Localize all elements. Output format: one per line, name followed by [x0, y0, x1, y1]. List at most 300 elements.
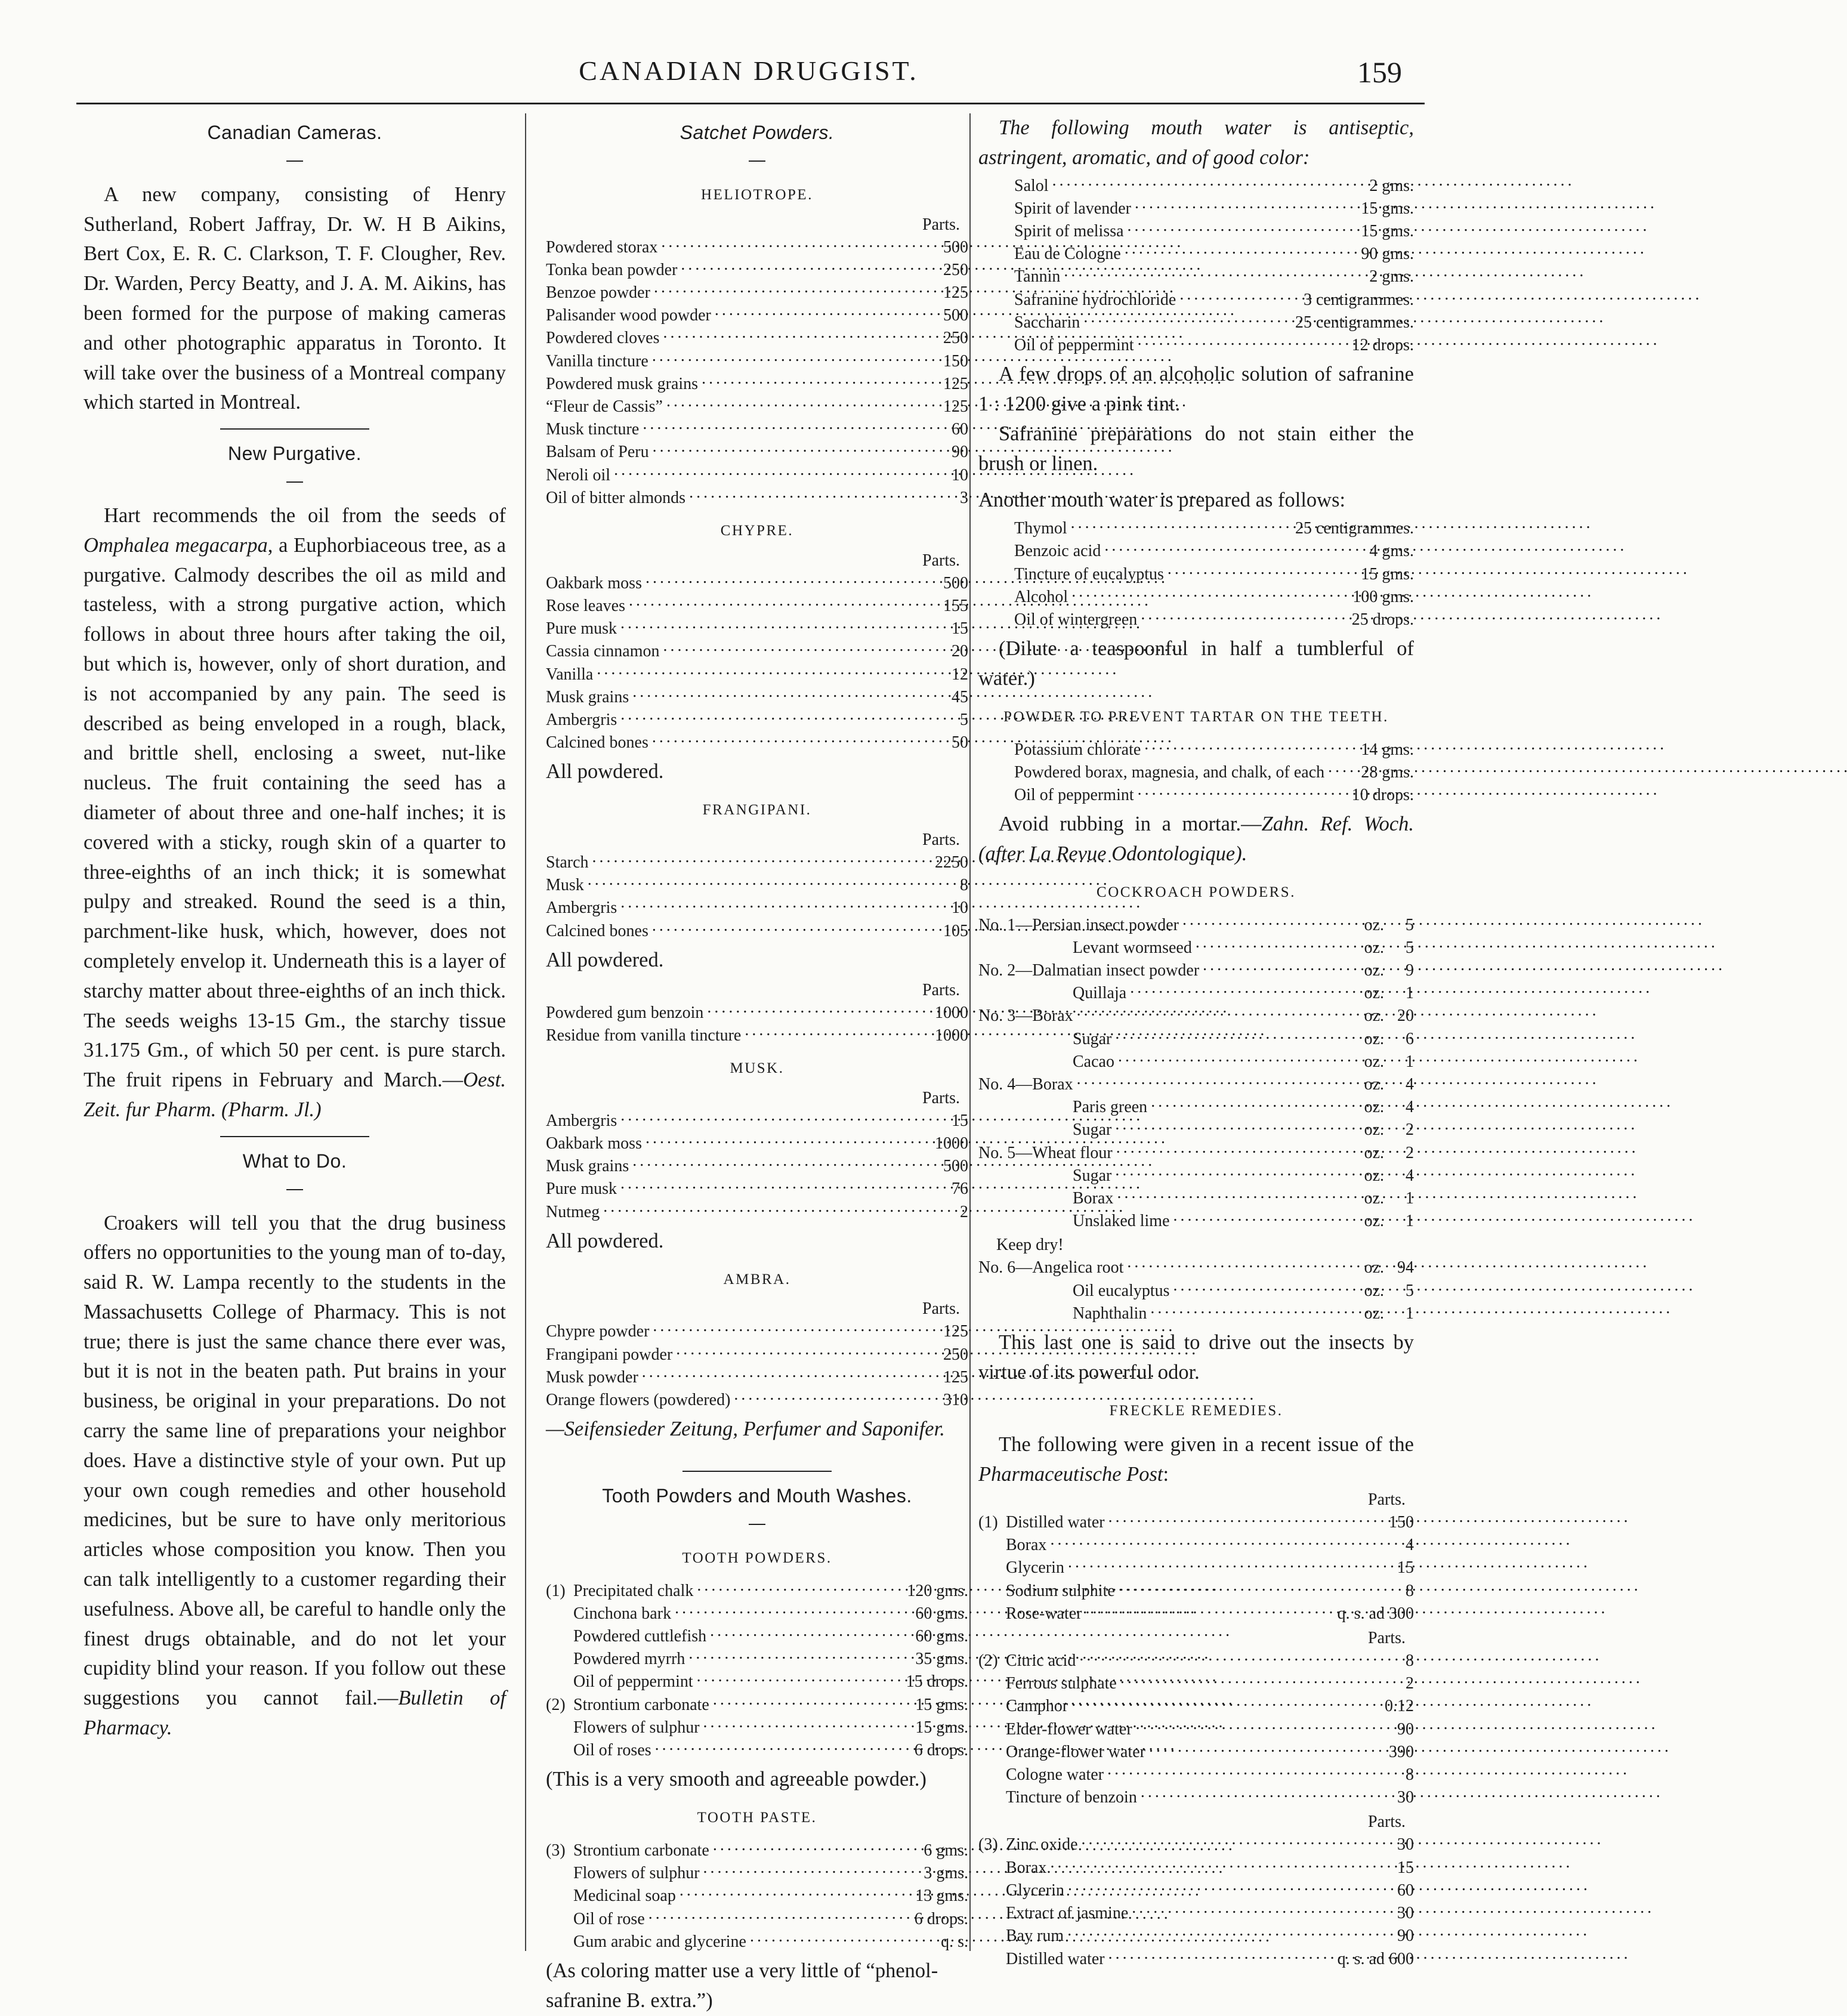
ingredient-name: Distilled water — [1006, 1949, 1105, 1968]
ingredient-name: Zinc oxide — [1006, 1835, 1078, 1854]
recipe-row — [978, 980, 1414, 1003]
ingredient-quantity: 94 — [1397, 1258, 1414, 1277]
ingredient-name: Residue from vanilla tincture — [546, 1026, 742, 1045]
dot-leader — [1082, 1832, 1394, 1850]
ingredient-quantity: 15 gms. — [915, 1718, 968, 1737]
dot-leader — [614, 462, 948, 480]
ingredient-name: Flowers of sulphur — [573, 1718, 700, 1737]
dot-leader — [1328, 760, 1357, 777]
item-number: (3) — [978, 1835, 998, 1854]
tartar-note — [978, 810, 1414, 869]
ingredient-quantity: 15 — [1397, 1858, 1414, 1877]
recipe-row — [978, 1049, 1414, 1072]
ingredient-quantity: 310 — [943, 1391, 968, 1410]
ingredient-name: Powdered cloves — [546, 329, 660, 348]
ingredient-name: Eau de Cologne — [1014, 245, 1121, 264]
section-rule — [546, 1462, 968, 1477]
ingredient-quantity: 8 — [1406, 1651, 1414, 1671]
ingredient-name: Spirit of lavender — [1014, 199, 1131, 218]
dot-leader — [713, 1838, 920, 1856]
dot-leader — [588, 872, 956, 890]
recipe-row — [978, 1601, 1414, 1623]
ingredient-quantity: 150 — [943, 351, 968, 371]
ingredient-quantity: 500 — [943, 1157, 968, 1176]
dot-leader — [1067, 1923, 1394, 1941]
dot-leader — [1079, 1648, 1402, 1666]
recipe-row — [978, 1555, 1414, 1577]
title-dash — [546, 1515, 968, 1530]
dot-leader — [1135, 196, 1357, 214]
dot-leader — [1141, 607, 1348, 625]
ingredient-unit: oz. — [1364, 1007, 1384, 1026]
ingredient-quantity: 2 gms. — [1369, 267, 1414, 286]
dot-leader — [654, 280, 940, 298]
ingredient-name: Paris green — [1073, 1098, 1148, 1117]
dot-leader — [1167, 561, 1357, 579]
recipe-row — [978, 1762, 1414, 1785]
ingredient-quantity: 1 — [1406, 1304, 1414, 1323]
recipe-row — [546, 1883, 968, 1906]
recipe-cockroach — [978, 912, 1414, 1231]
dot-leader — [1083, 310, 1292, 328]
recipe-row — [1014, 196, 1414, 218]
recipe-tooth-paste — [546, 1838, 968, 1952]
ingredient-name: Borax — [1032, 1007, 1073, 1026]
header-rule — [76, 103, 1425, 104]
ingredient-name: Benzoe powder — [546, 283, 650, 302]
ingredient-unit: oz. — [1364, 915, 1384, 934]
recipe-note: (As coloring matter use a very little of “phenol-safranine B. extra.”) — [546, 1959, 938, 2012]
ingredient-name: Persian insect powder — [1032, 915, 1179, 934]
recipe-title-frangipani: FRANGIPANI. — [702, 802, 812, 819]
recipe-row — [978, 1117, 1414, 1140]
ingredient-quantity: 1000 — [935, 1026, 968, 1045]
recipe-row — [546, 394, 968, 416]
ingredient-quantity: 2 — [960, 1202, 968, 1221]
recipe-row — [546, 1199, 968, 1222]
recipe-row — [978, 958, 1414, 980]
recipe-row — [546, 1929, 968, 1952]
ingredient-name: Cassia cinnamon — [546, 642, 660, 661]
ingredient-quantity: 14 gms. — [1361, 740, 1414, 759]
ingredient-quantity: 10 — [952, 899, 968, 918]
recipe-title-tooth-powders: TOOTH POWDERS. — [682, 1549, 832, 1566]
recipe-row — [978, 912, 1414, 935]
ingredient-quantity: 250 — [943, 260, 968, 279]
ingredient-quantity: 15 — [1397, 1558, 1414, 1577]
ingredient-quantity: 1000 — [935, 1003, 968, 1022]
ingredient-quantity: 6 drops. — [914, 1909, 968, 1928]
dot-leader — [1115, 1163, 1360, 1181]
recipe-row — [546, 485, 968, 508]
recipe-row — [546, 234, 968, 257]
recipe-row — [546, 662, 968, 684]
ingredient-quantity: 500 — [943, 306, 968, 325]
ingredient-quantity: 30 — [1397, 1788, 1414, 1807]
dot-leader — [710, 1623, 912, 1641]
recipe-row — [978, 1301, 1414, 1323]
ingredient-name: Tannin — [1014, 267, 1061, 286]
recipe-freckle-1 — [978, 1509, 1414, 1623]
dot-leader — [1138, 332, 1348, 350]
article-title-purgative: New Purgative. — [228, 443, 362, 465]
recipe-row — [978, 1923, 1414, 1946]
source-citation: Pharmaceutische Post — [978, 1463, 1163, 1486]
freckle-intro — [978, 1430, 1414, 1490]
ingredient-name: Strontium carbonate — [573, 1841, 709, 1860]
ingredient-quantity: 76 — [952, 1180, 968, 1199]
ingredient-name: Rose-water — [1006, 1604, 1082, 1623]
recipe-row — [546, 1669, 968, 1691]
recipe-row — [546, 850, 968, 872]
recipe-row — [978, 1072, 1414, 1094]
ingredient-name: Oil of roses — [573, 1741, 651, 1760]
ingredient-name: Citric acid — [1006, 1651, 1076, 1671]
ingredient-name: Levant wormseed — [1073, 938, 1192, 957]
recipe-row — [546, 1153, 968, 1176]
recipe-row — [546, 570, 968, 593]
recipe-row — [1014, 782, 1414, 805]
ingredient-quantity: 15 gms. — [1361, 564, 1414, 584]
recipe-row — [546, 257, 968, 280]
ingredient-quantity: 3 — [960, 488, 968, 507]
ingredient-quantity: 5 — [1406, 1281, 1414, 1300]
recipe-row — [546, 684, 968, 707]
recipe-row — [546, 895, 968, 918]
recipe-row — [546, 1737, 968, 1760]
ingredient-quantity: 1000 — [935, 1134, 968, 1153]
recipe-heliotrope — [546, 234, 968, 508]
mouth-water-2-note: (Dilute a teaspoonful in half a tumblerful of water.) — [978, 637, 1414, 690]
dot-leader — [1173, 1208, 1361, 1226]
ingredient-quantity: 1 — [1406, 984, 1414, 1003]
ingredient-quantity: q. s. — [941, 1932, 968, 1951]
recipe-row — [1014, 310, 1414, 332]
dot-leader — [652, 348, 940, 366]
recipe-row — [546, 1364, 968, 1387]
dot-leader — [750, 1929, 937, 1947]
recipe-row — [546, 1131, 968, 1153]
ingredient-name: Tincture of benzoin — [1006, 1788, 1137, 1807]
ingredient-quantity: 15 — [952, 619, 968, 638]
recipe-row — [546, 348, 968, 371]
parts-label: Parts. — [922, 1088, 960, 1107]
dot-leader — [653, 439, 948, 457]
recipe-freckle-2 — [978, 1648, 1414, 1807]
dot-leader — [620, 616, 948, 634]
body-text: Croakers will tell you that the drug business offers no opportunities to the young man of to-day, said R. W. Lampa recently to the students in the Massachusetts College of Pharmacy. This is not true; there is just the same chance there ever was, but it is not in the beaten path. Put brains in your business, be original in your preparations. Do not carry the same line of preparations your neighbor does. Have a distinctive style of your own. Put up your own cough remedies and other household medicines, but be sure to have only meritorious articles whose composition you know. Then you can talk intelligently to a customer regarding their usefulness. Above all, be careful to handle only the finest drugs obtainable, and do not let your cupidity blind your reason. If you follow out these suggestions you cannot fail.— — [84, 1211, 506, 1710]
cockroach-note: This last one is said to drive out the insects by virtue of its powerful odor. — [978, 1331, 1414, 1384]
dot-leader — [645, 1131, 931, 1149]
dot-leader — [1128, 218, 1358, 236]
recipe-row — [978, 1578, 1414, 1601]
ingredient-name: Orange-flower water — [1006, 1742, 1145, 1761]
dot-leader — [1179, 287, 1300, 305]
body-text: : — [1163, 1463, 1169, 1486]
title-dash — [84, 152, 506, 167]
dot-leader — [661, 234, 940, 252]
ingredient-name: Saccharin — [1014, 313, 1080, 332]
recipe-row — [1014, 760, 1414, 782]
source-citation: —Seifensieder Zeitung, Perfumer and Saponifer. — [546, 1418, 945, 1441]
dot-leader — [1077, 1003, 1361, 1021]
article-title-sachet: Satchet Powders. — [680, 122, 835, 143]
ingredient-name: Tincture of eucalyptus — [1014, 564, 1164, 584]
ingredient-name: Potassium chlorate — [1014, 740, 1141, 759]
recipe-row — [1014, 515, 1414, 538]
dot-leader — [620, 1108, 948, 1126]
ingredient-quantity: 5 — [1406, 938, 1414, 957]
ingredient-quantity: 0.12 — [1385, 1697, 1414, 1716]
ingredient-name: Oil of wintergreen — [1014, 610, 1138, 629]
recipe-row — [978, 1094, 1414, 1117]
recipe-row — [546, 1715, 968, 1737]
dot-leader — [1052, 173, 1366, 191]
ingredient-unit: oz. — [1364, 1120, 1384, 1140]
dot-leader — [745, 1023, 931, 1041]
mouth-water-note: A few drops of an alcoholic solution of safranine 1 : 1200 give a pink tint. — [978, 363, 1414, 416]
item-number: (2) — [978, 1651, 998, 1671]
ingredient-name: Safranine hydrochloride — [1014, 290, 1176, 309]
ingredient-name: Borax — [1006, 1536, 1047, 1555]
ingredient-name: Precipitated chalk — [573, 1581, 694, 1600]
ingredient-quantity: 2 — [1406, 1120, 1414, 1140]
recipe-note: All powdered. — [546, 1229, 664, 1252]
ingredient-name: Oakbark moss — [546, 573, 642, 592]
ingredient-quantity: 2 — [1406, 1674, 1414, 1693]
item-number: No. 4— — [978, 1075, 1033, 1094]
dot-leader — [1077, 1072, 1361, 1089]
dot-leader — [1203, 958, 1360, 975]
recipe-musk — [546, 1108, 968, 1222]
dot-leader — [1130, 980, 1360, 998]
ingredient-name: Musk tincture — [546, 420, 640, 439]
source-citation: Bulletin of Pharmacy. — [84, 1687, 506, 1740]
ingredient-quantity: 13 gms. — [915, 1887, 968, 1906]
ingredient-name: Musk grains — [546, 687, 629, 706]
dot-leader — [1116, 1140, 1361, 1158]
ingredient-quantity: 1 — [1406, 1052, 1414, 1071]
recipe-row — [546, 1387, 968, 1410]
mouth-water-note: Safranine preparations do not stain either the brush or linen. — [978, 422, 1414, 475]
article-title-tooth: Tooth Powders and Mouth Washes. — [602, 1485, 912, 1507]
ingredient-name: Naphthalin — [1073, 1304, 1147, 1323]
ingredient-quantity: 3 gms. — [924, 1864, 968, 1883]
ingredient-name: Sodium sulphite — [1006, 1581, 1115, 1600]
recipe-row — [1014, 332, 1414, 355]
recipe-row — [1014, 173, 1414, 196]
ingredient-quantity: 3 centigrammes. — [1303, 290, 1414, 309]
ingredient-quantity: 100 gms. — [1352, 587, 1414, 606]
ingredient-quantity: 6 — [1406, 1029, 1414, 1048]
ingredient-quantity: 25 drops. — [1351, 610, 1414, 629]
ingredient-quantity: 10 drops. — [1351, 786, 1414, 805]
ingredient-name: Borax — [1032, 1075, 1073, 1094]
dot-leader — [1120, 1671, 1402, 1688]
dot-leader — [1149, 1739, 1385, 1757]
dot-leader — [1071, 584, 1349, 602]
ingredient-unit: oz. — [1364, 938, 1384, 957]
mouth-water-intro: The following mouth water is antiseptic, astringent, aromatic, and of good color: — [978, 116, 1414, 169]
ingredient-quantity: 15 gms. — [915, 1695, 968, 1714]
dot-leader — [681, 257, 940, 275]
ingredient-name: “Fleur de Cassis” — [546, 397, 663, 416]
ingredient-quantity: 125 — [943, 1322, 968, 1341]
ingredient-unit: oz. — [1364, 1166, 1384, 1185]
item-number: No. 3— — [978, 1007, 1033, 1026]
dot-leader — [1117, 1185, 1360, 1203]
recipe-note: (This is a very smooth and agreeable powder.) — [546, 1768, 927, 1791]
body-text: Avoid rubbing in a mortar.— — [999, 813, 1262, 836]
ingredient-quantity: 15 drops. — [906, 1672, 968, 1691]
item-number: (3) — [546, 1841, 566, 1860]
dot-leader — [689, 485, 956, 503]
ingredient-name: Powdered cuttlefish — [573, 1627, 707, 1646]
parts-label: Parts. — [922, 1299, 960, 1319]
recipe-row — [546, 280, 968, 302]
ingredient-unit: oz. — [1364, 1143, 1384, 1162]
ingredient-name: Alcohol — [1014, 587, 1068, 606]
dot-leader — [697, 1669, 903, 1687]
ingredient-quantity: 90 — [1397, 1719, 1414, 1739]
ingredient-quantity: 8 — [1406, 1765, 1414, 1785]
ingredient-name: Gum arabic and glycerine — [573, 1932, 746, 1951]
ingredient-name: Salol — [1014, 176, 1049, 195]
source-citation: Oest. Zeit. fur Pharm. (Pharm. Jl.) — [84, 1069, 506, 1121]
ingredient-name: Calcined bones — [546, 921, 648, 940]
recipe-row — [978, 1878, 1414, 1900]
parts-label: Parts. — [1368, 1629, 1406, 1648]
recipe-row — [978, 1003, 1414, 1026]
parts-label: Parts. — [1368, 1490, 1406, 1509]
ingredient-quantity: 28 gms. — [1361, 762, 1414, 782]
recipe-row — [546, 638, 968, 661]
recipe-row — [546, 707, 968, 730]
ingredient-name: Glycerin — [1006, 1558, 1064, 1577]
ingredient-quantity: 50 — [952, 733, 968, 752]
ingredient-name: Musk — [546, 876, 584, 895]
ingredient-name: Cacao — [1073, 1052, 1114, 1071]
dot-leader — [620, 707, 956, 725]
title-dash — [546, 152, 968, 167]
recipe-chypre — [546, 570, 968, 753]
ingredient-quantity: 90 gms. — [1361, 245, 1414, 264]
dot-leader — [1107, 1762, 1402, 1780]
recipe-row — [978, 1785, 1414, 1807]
ingredient-name: Powdered musk grains — [546, 374, 699, 393]
column-1 — [84, 113, 506, 1969]
ingredient-quantity: 250 — [943, 1345, 968, 1364]
recipe-row — [978, 1832, 1414, 1854]
ingredient-quantity: 250 — [943, 329, 968, 348]
recipe-row — [546, 1906, 968, 1929]
item-number: (2) — [546, 1695, 566, 1714]
dot-leader — [642, 1364, 940, 1382]
running-head: CANADIAN DRUGGIST. — [579, 55, 919, 86]
dot-leader — [648, 1906, 911, 1924]
ingredient-quantity: 4 — [1406, 1536, 1414, 1555]
species-name: Omphalea megacarpa — [84, 533, 268, 557]
ingredient-quantity: 125 — [943, 397, 968, 416]
recipe-freckle-3 — [978, 1832, 1414, 1968]
dot-leader — [1115, 1117, 1360, 1135]
ingredient-name: Frangipani powder — [546, 1345, 673, 1364]
recipe-note: All powdered. — [546, 760, 664, 783]
recipe-title-freckle: FRECKLE REMEDIES. — [1109, 1402, 1283, 1419]
parts-label: Parts. — [922, 980, 960, 999]
ingredient-unit: oz. — [1364, 1304, 1384, 1323]
ingredient-name: Vanilla — [546, 665, 594, 684]
ingredient-quantity: 35 gms. — [915, 1650, 968, 1669]
ingredient-name: Borax — [1073, 1189, 1114, 1208]
recipe-row — [546, 462, 968, 485]
ingredient-quantity: 2 — [1406, 1143, 1414, 1162]
dot-leader — [620, 895, 948, 913]
dot-leader — [734, 1387, 940, 1405]
dot-leader — [603, 1199, 956, 1217]
recipe-row — [978, 1255, 1414, 1277]
dot-leader — [1182, 912, 1361, 930]
recipe-row — [546, 593, 968, 616]
item-number: No. 5— — [978, 1143, 1033, 1162]
ingredient-quantity: 500 — [943, 237, 968, 257]
ingredient-quantity: 15 gms. — [1361, 199, 1414, 218]
recipe-row — [546, 371, 968, 394]
dot-leader — [1196, 935, 1361, 953]
ingredient-name: Strontium carbonate — [573, 1695, 709, 1714]
ingredient-unit: oz. — [1364, 1258, 1384, 1277]
ingredient-name: Tonka bean powder — [546, 260, 678, 279]
ingredient-quantity: 9 — [1406, 961, 1414, 980]
column-2 — [546, 113, 968, 2012]
recipe-row — [978, 1693, 1414, 1716]
section-rule — [84, 1128, 506, 1142]
recipe-cockroach-6 — [978, 1255, 1414, 1323]
ingredient-quantity: 120 gms. — [907, 1581, 968, 1600]
recipe-title-cockroach: COCKROACH POWDERS. — [1097, 884, 1296, 900]
dot-leader — [1050, 1532, 1402, 1550]
recipe-row — [978, 1671, 1414, 1693]
dot-leader — [1144, 737, 1357, 755]
dot-leader — [1151, 1094, 1360, 1112]
dot-leader — [643, 416, 948, 434]
ingredient-name: Chypre powder — [546, 1322, 650, 1341]
ingredient-name: Powdered gum benzoin — [546, 1003, 704, 1022]
article-title-cameras: Canadian Cameras. — [207, 122, 382, 143]
ingredient-name: Ambergris — [546, 899, 617, 918]
ingredient-quantity: 6 gms. — [924, 1841, 968, 1860]
ingredient-name: Oil of peppermint — [1014, 786, 1134, 805]
recipe-row — [546, 1692, 968, 1715]
ingredient-name: Cinchona bark — [573, 1604, 672, 1623]
ingredient-quantity: 25 centigrammes. — [1295, 313, 1414, 332]
recipe-row — [546, 1023, 968, 1045]
recipe-row — [1014, 218, 1414, 241]
recipe-row — [978, 1208, 1414, 1231]
dot-leader — [1138, 782, 1348, 800]
ingredient-quantity: q. s. ad 600 — [1337, 1949, 1414, 1968]
ingredient-quantity: 60 — [1397, 1881, 1414, 1900]
ingredient-quantity: 25 centigrammes. — [1295, 519, 1414, 538]
ingredient-name: Dalmatian insect powder — [1032, 961, 1200, 980]
recipe-row — [546, 1646, 968, 1669]
recipe-row — [546, 1623, 968, 1646]
body-text: Hart recommends the oil from the seeds of — [104, 504, 506, 527]
ingredient-name: Pure musk — [546, 1180, 617, 1199]
mouth-water-2-intro: Another mouth water is prepared as follows: — [978, 489, 1346, 512]
recipe-row — [978, 1140, 1414, 1163]
dot-leader — [1115, 1026, 1360, 1044]
